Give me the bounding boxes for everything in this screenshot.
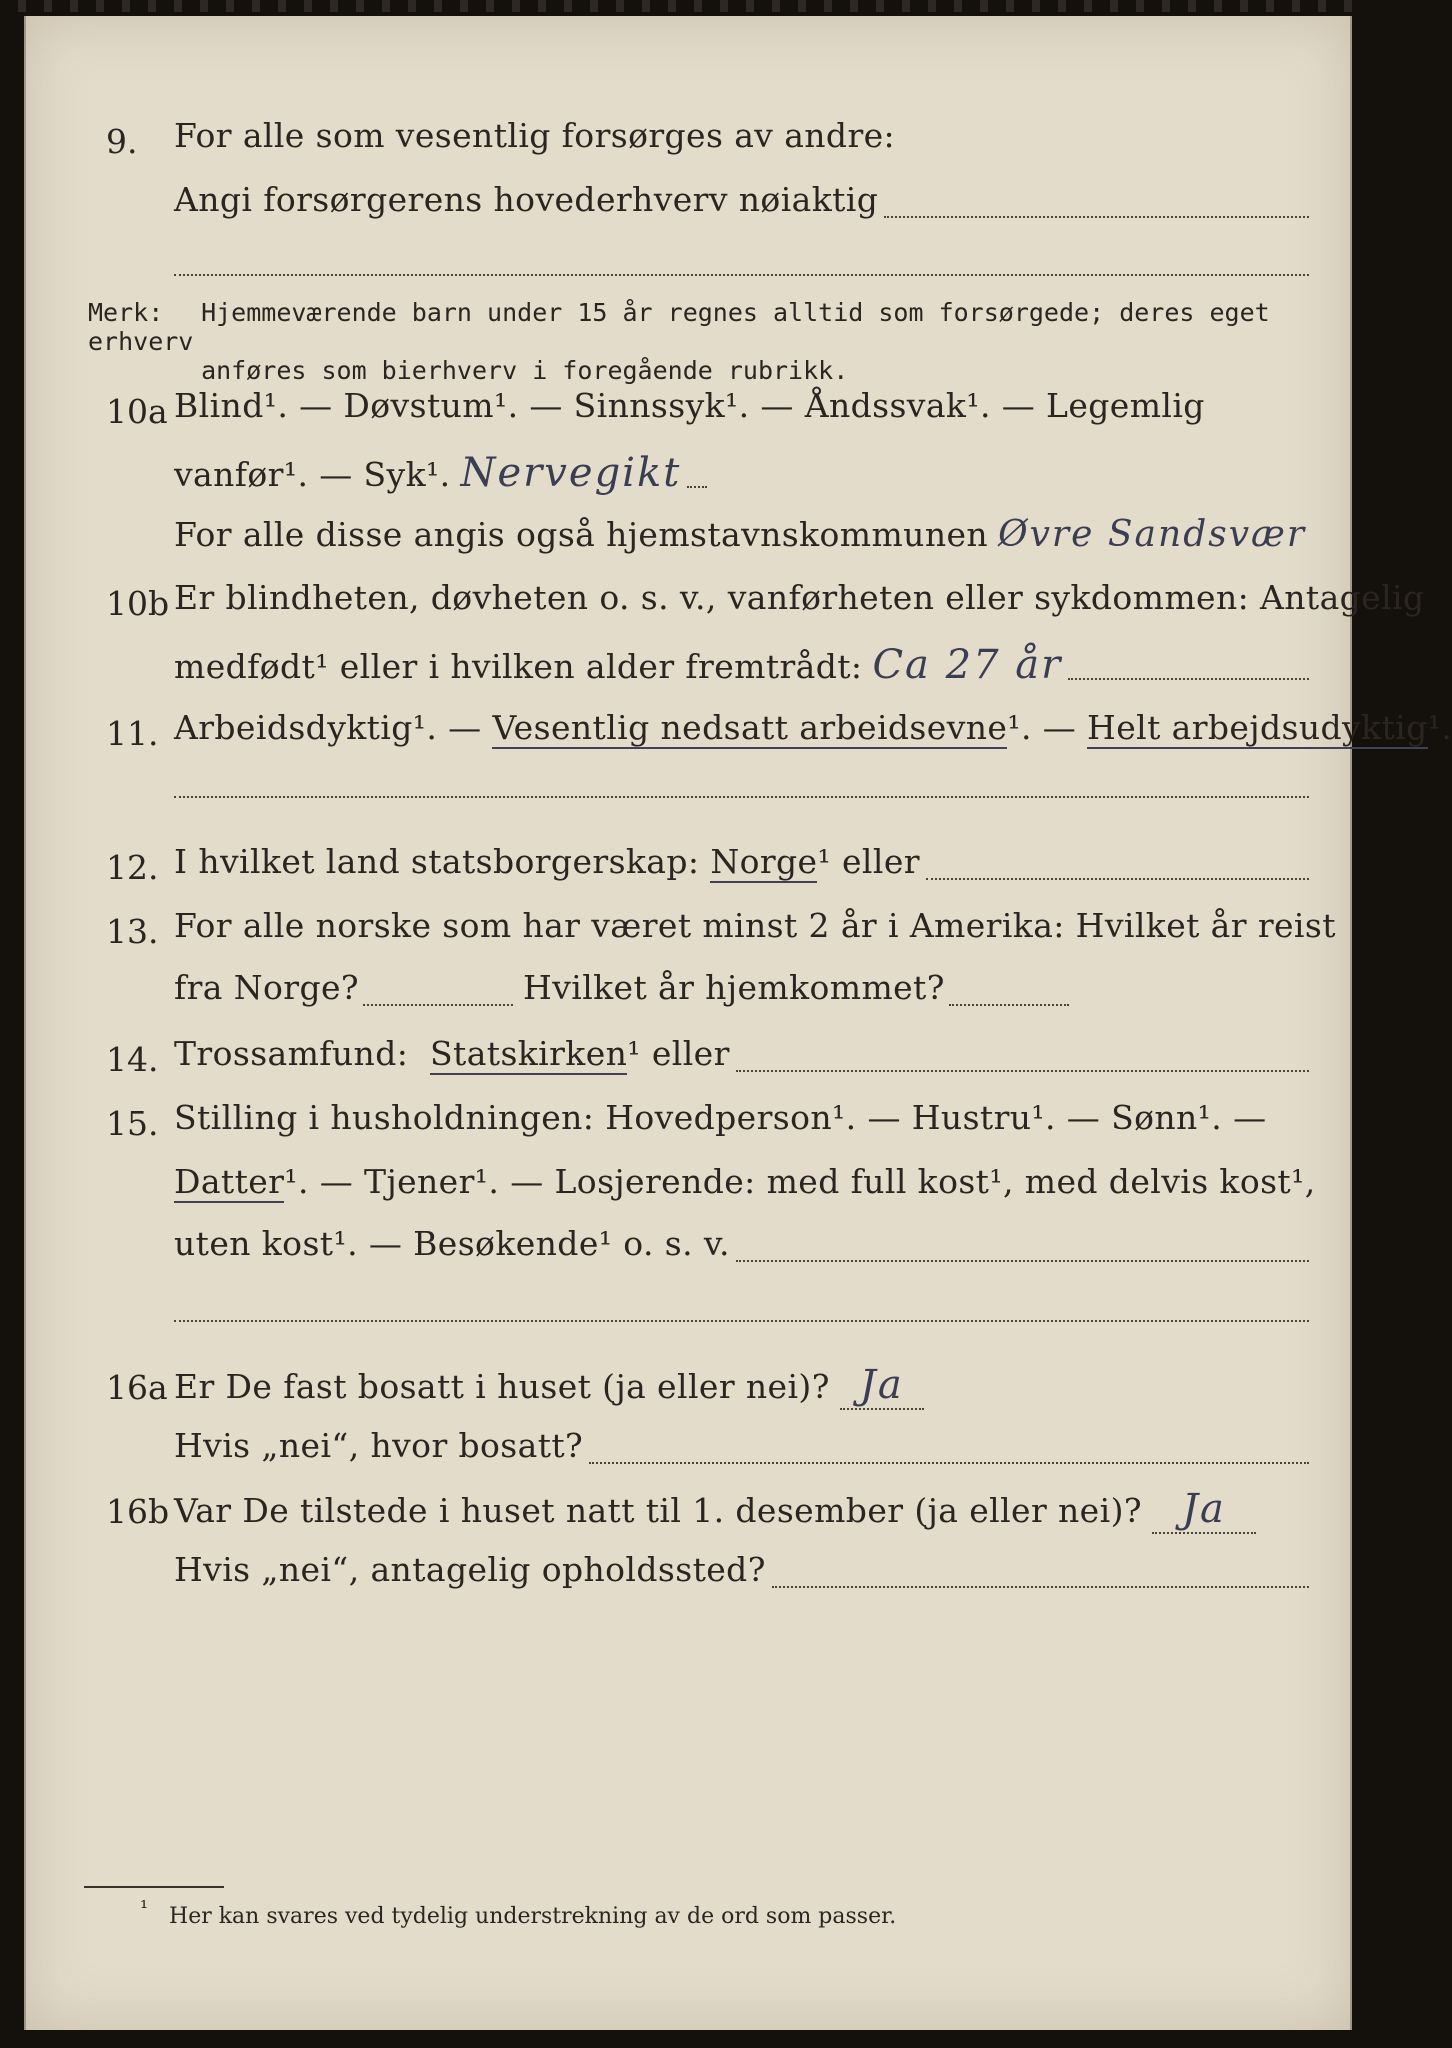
q16b-text1: Var De tilstede i huset natt til 1. desember (ja eller nei)? [174,1491,1142,1530]
q14-opt-state-church[interactable]: Statskirken [430,1034,628,1073]
q11-sep: ¹. — [1007,708,1077,747]
film-edge [0,0,1367,12]
q16b-line1 [174,1486,1309,1534]
census-form-page [24,16,1452,2030]
q12-text: I hvilket land statsborgerskap: [174,842,700,881]
q10a-line1 [174,386,1309,434]
q11-opt-reduced[interactable]: Vesentlig nedsatt arbeidsevne [492,708,1008,747]
merk-label: Merk: [88,298,164,327]
q10b-answer-field[interactable] [1068,678,1309,680]
q13-text-left: fra Norge? [174,968,360,1007]
q13-number: 13. [106,912,159,951]
q15-text2: ¹. — Tjener¹. — Losjerende: med full kost¹, med delvis kost¹, [284,1162,1316,1201]
q16b-handwritten-answer[interactable]: Ja [1152,1486,1256,1534]
q15-line2 [174,1162,1316,1210]
q9-line2 [174,180,1309,228]
q13-line2 [174,968,1309,1016]
q12-answer-field[interactable] [926,878,1309,880]
footnote-rule [84,1886,224,1888]
q16b-whereabouts-field[interactable] [772,1586,1309,1588]
q15-line1 [174,1098,1309,1146]
q10a-line2 [174,450,1309,498]
q14-or: ¹ eller [627,1034,730,1073]
q9-number: 9. [106,122,138,161]
q10b-text1: Er blindheten, døvheten o. s. v., vanførheten eller sykdommen: Antagelig [174,578,1425,617]
footnote-text: Her kan svares ved tydelig understrekning av de ord som passer. [169,1904,897,1929]
footnote [140,1895,897,1929]
q11-blank-line[interactable] [174,796,1309,798]
q16b-line2 [174,1550,1309,1598]
q10b-line1 [174,578,1425,626]
q12-number: 12. [106,848,159,887]
q10a-text3: For alle disse angis også hjemstavnskommunen [174,515,989,554]
q11-end: ¹. [1427,708,1452,747]
q16a-line2 [174,1426,1309,1474]
q12-opt-norway[interactable]: Norge [710,842,818,881]
merk-line2: anføres som bierhverv i foregående rubrikk. [201,356,849,385]
footnote-mark: ¹ [140,1895,149,1920]
q15-number: 15. [106,1104,159,1143]
q15-line3 [174,1224,1309,1272]
q12-line [174,842,1309,890]
q10b-number: 10b [106,584,170,623]
q10a-number: 10a [106,392,168,431]
q16a-text1: Er De fast bosatt i huset (ja eller nei)? [174,1367,830,1406]
merk-line1: Hjemmeværende barn under 15 år regnes alltid som forsørgede; deres eget erhverv [88,298,1270,356]
q10a-text1: Blind¹. — Døvstum¹. — Sinnssyk¹. — Åndssvak¹. — Legemlig [174,386,1205,425]
q15-blank-line[interactable] [174,1320,1309,1322]
q14-line [174,1034,1309,1082]
merk-note [88,298,1318,385]
q10a-text2: vanfør¹. — Syk¹. [174,455,451,494]
q10a-handwritten-illness[interactable]: Nervegikt [460,450,682,496]
q16a-text2: Hvis „nei“, hvor bosatt? [174,1426,584,1465]
q14-number: 14. [106,1040,159,1079]
q15-text3: uten kost¹. — Besøkende¹ o. s. v. [174,1224,730,1263]
q9-line1 [174,116,1309,164]
q9-answer-field[interactable] [884,216,1309,218]
q13-return-year-field[interactable] [949,1004,1069,1006]
q16a-residence-field[interactable] [589,1462,1309,1464]
q10b-line2 [174,642,1309,690]
q15-answer-field[interactable] [736,1260,1309,1262]
q11-line [174,708,1452,756]
q9-text2: Angi forsørgerens hovederhverv nøiaktig [174,180,879,219]
q11-number: 11. [106,714,159,753]
q13-departure-year-field[interactable] [363,1004,513,1006]
q15-opt-daughter[interactable]: Datter [174,1162,285,1201]
q16b-text2: Hvis „nei“, antagelig opholdssted? [174,1550,766,1589]
q11-opt-able[interactable]: Arbeidsdyktig¹. — [174,708,482,747]
q14-answer-field[interactable] [736,1070,1309,1072]
q13-text-right: Hvilket år hjemkommet? [523,968,945,1007]
q10a-fill-short [687,486,707,488]
q9-answer-blank-line[interactable] [174,274,1309,276]
q16a-number: 16a [106,1368,168,1407]
q13-text1: For alle norske som har været minst 2 år i Amerika: Hvilket år reist [174,906,1336,945]
q10a-line3 [174,514,1309,562]
q13-line1 [174,906,1336,954]
q16a-line1 [174,1362,1309,1410]
q10b-handwritten-age[interactable]: Ca 27 år [872,642,1063,688]
q9-text1: For alle som vesentlig forsørges av andre: [174,116,896,155]
q14-text: Trossamfund: [174,1034,409,1073]
q15-text1: Stilling i husholdningen: Hovedperson¹. — Hustru¹. — Sønn¹. — [174,1098,1267,1137]
q16a-handwritten-answer[interactable]: Ja [840,1362,924,1410]
q16b-number: 16b [106,1492,170,1531]
q10b-text2: medfødt¹ eller i hvilken alder fremtrådt: [174,647,863,686]
q10a-handwritten-municipality[interactable]: Øvre Sandsvær [998,514,1307,555]
q11-opt-unable[interactable]: Helt arbejdsudyktig [1087,708,1428,747]
q12-or: ¹ eller [817,842,920,881]
